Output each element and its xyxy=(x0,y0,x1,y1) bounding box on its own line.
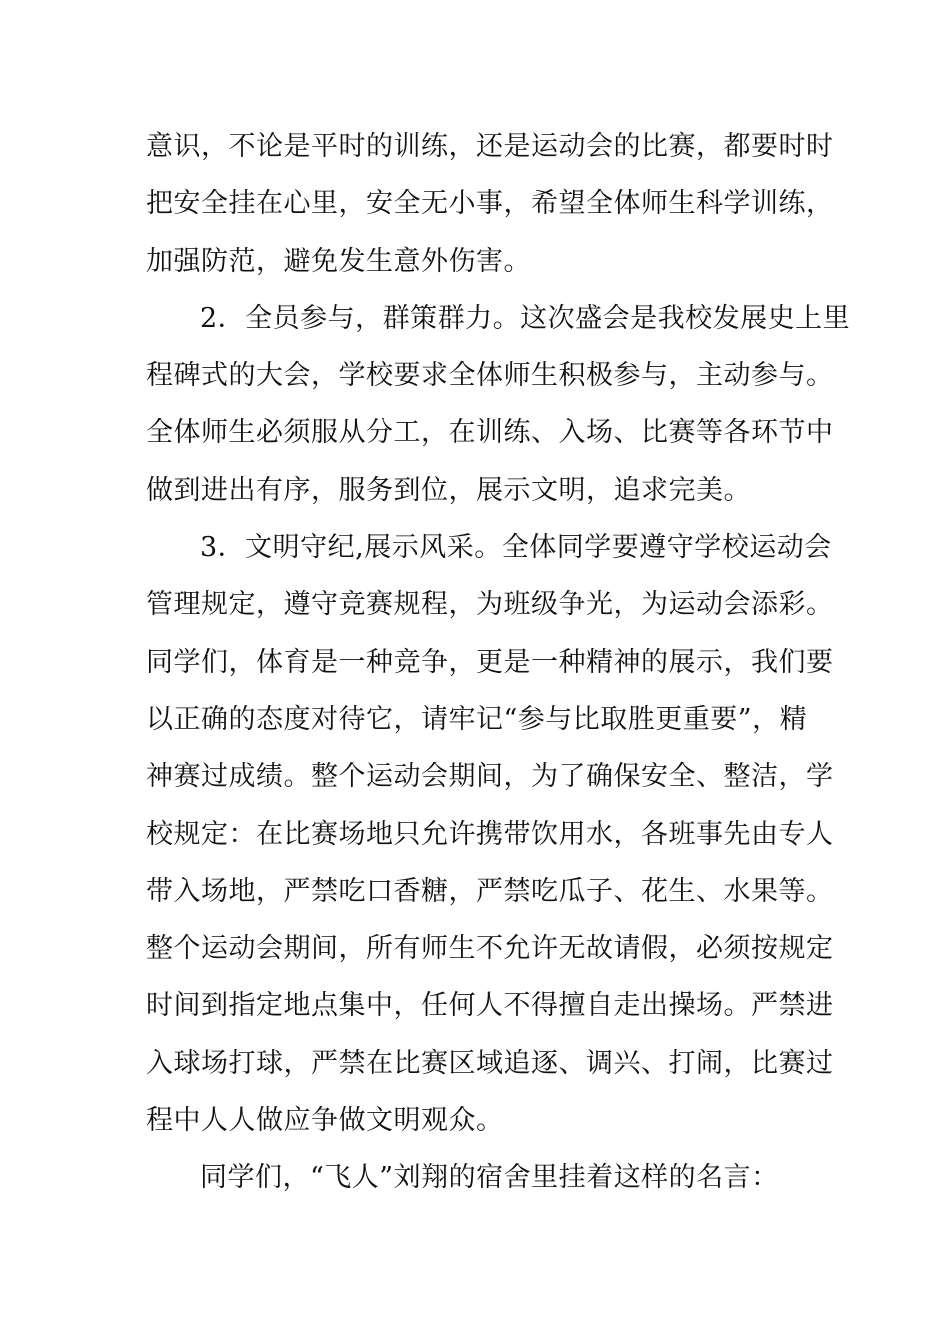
text-line: 时间到指定地点集中，任何人不得擅自走出操场。严禁进 xyxy=(146,990,834,1022)
text-line: 把安全挂在心里，安全无小事，希望全体师生科学训练， xyxy=(146,188,834,220)
text-line: 意识，不论是平时的训练，还是运动会的比赛，都要时时 xyxy=(146,131,834,162)
text-line: 做到进出有序，服务到位，展示文明，追求完美。 xyxy=(146,474,751,506)
text-line: 以正确的态度对待它，请牢记“参与比取胜更重要”，精 xyxy=(146,703,808,735)
body-text xyxy=(146,118,851,1207)
paragraph-start-line: 2．全员参与，群策群力。这次盛会是我校发展史上里 xyxy=(200,302,851,334)
text-line: 加强防范，避免发生意外伤害。 xyxy=(146,245,531,277)
paragraph-start-line: 同学们，“飞人”刘翔的宿舍里挂着这样的名言： xyxy=(200,1162,779,1194)
text-line: 校规定：在比赛场地只允许携带饮用水，各班事先由专人 xyxy=(146,818,834,850)
text-line: 神赛过成绩。整个运动会期间，为了确保安全、整洁，学 xyxy=(146,761,834,793)
text-line: 全体师生必须服从分工，在训练、入场、比赛等各环节中 xyxy=(146,417,834,449)
text-line: 程中人人做应争做文明观众。 xyxy=(146,1105,504,1137)
text-line: 程碑式的大会，学校要求全体师生积极参与，主动参与。 xyxy=(146,360,834,392)
text-line: 管理规定，遵守竞赛规程，为班级争光，为运动会添彩。 xyxy=(146,589,834,621)
paragraph-start-line: 3．文明守纪,展示风采。全体同学要遵守学校运动会 xyxy=(200,532,832,564)
text-line: 整个运动会期间，所有师生不允许无故请假，必须按规定 xyxy=(146,933,834,965)
text-line: 同学们，体育是一种竞争，更是一种精神的展示，我们要 xyxy=(146,646,834,678)
text-line: 入球场打球，严禁在比赛区域追逐、调兴、打闹，比赛过 xyxy=(146,1047,834,1079)
text-line: 带入场地，严禁吃口香糖，严禁吃瓜子、花生、水果等。 xyxy=(146,875,834,907)
